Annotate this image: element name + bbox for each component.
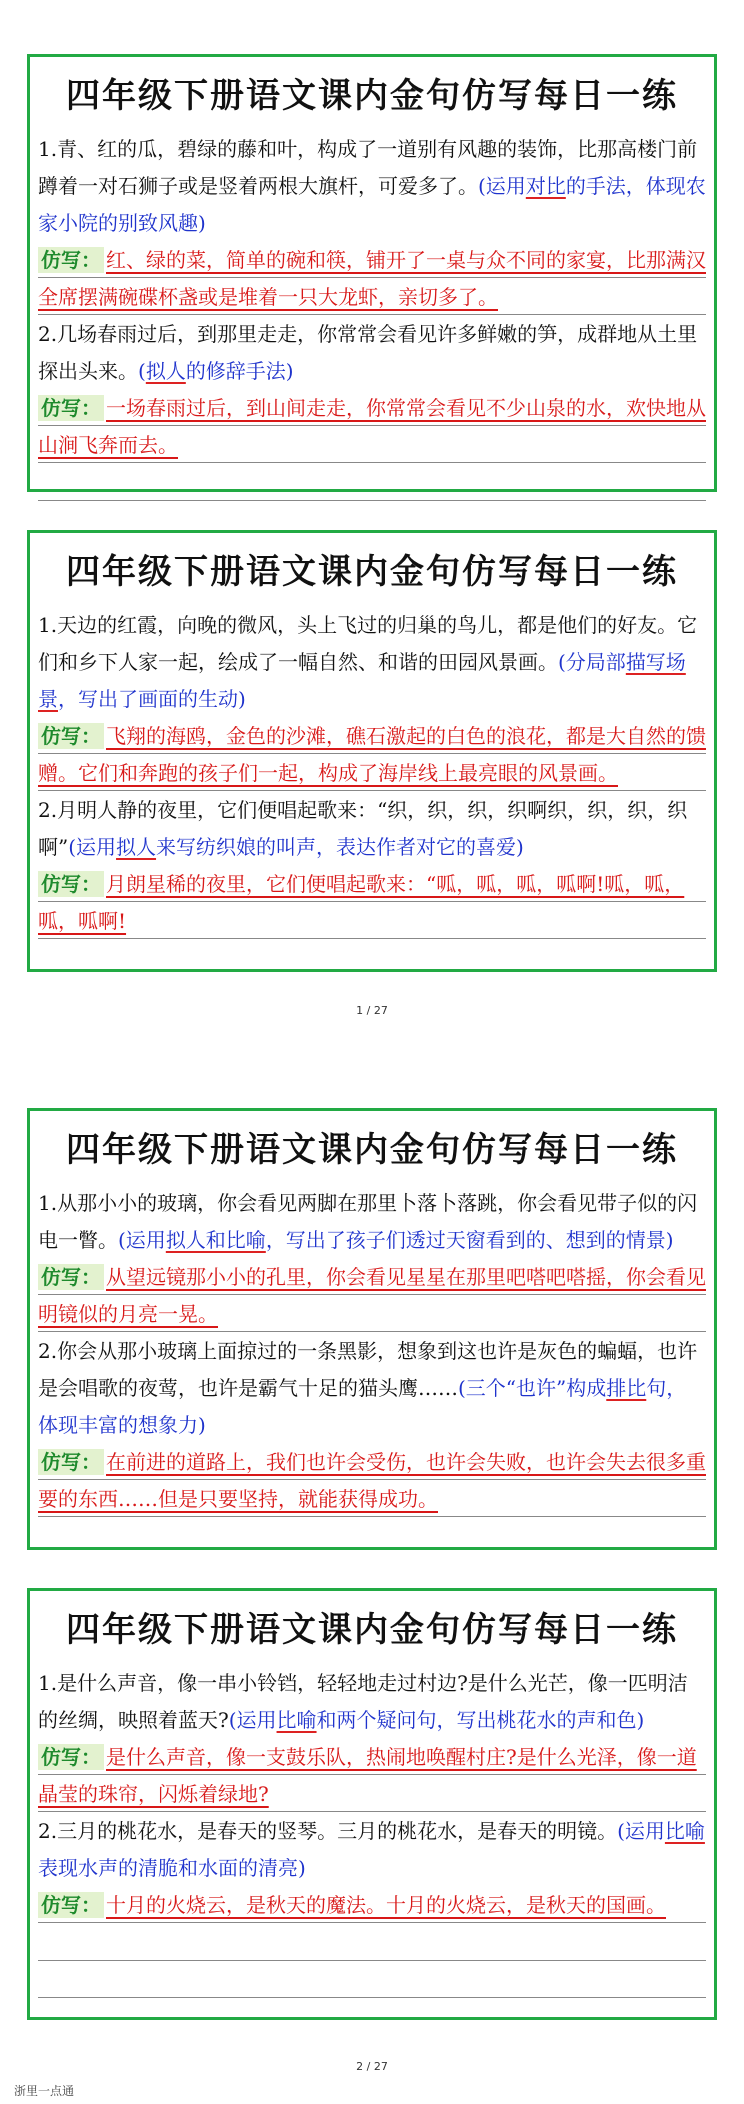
- imitation-label: 仿写：: [38, 1744, 104, 1770]
- page-number: 1 / 27: [356, 1004, 388, 1017]
- imitation-label: 仿写：: [38, 871, 104, 897]
- imitation-label: 仿写：: [38, 1892, 104, 1918]
- card-title: 四年级下册语文课内金句仿写每日一练: [66, 1610, 678, 1650]
- example-sentence: 1.从那小小的玻璃，你会看见两脚在那里卜落卜落跳，你会看见带子似的闪电一瞥。(运用拟人和比喻，写出了孩子们透过天窗看到的、想到的情景): [38, 1191, 698, 1252]
- blank-writing-line: [38, 1961, 706, 1998]
- imitation-sentence: 仿写： 飞翔的海鸥，金色的沙滩，礁石激起的白色的浪花，都是大自然的馈赠。它们和奔跑的孩子们一起，构成了海岸线上最亮眼的风景画。: [38, 718, 706, 792]
- card-title: 四年级下册语文课内金句仿写每日一练: [66, 552, 678, 592]
- example-sentence: 2.三月的桃花水，是春天的竖琴。三月的桃花水，是春天的明镜。(运用比喻表现水声的清脆和水面的清亮): [38, 1819, 705, 1880]
- imitation-label: 仿写：: [38, 1264, 104, 1290]
- imitation-sentence: 仿写： 从望远镜那小小的孔里，你会看见星星在那里吧嗒吧嗒摇，你会看见明镜似的月亮一晃。: [38, 1259, 706, 1333]
- card-title: 四年级下册语文课内金句仿写每日一练: [66, 76, 678, 116]
- imitation-label: 仿写：: [38, 247, 104, 273]
- example-sentence: 2.你会从那小玻璃上面掠过的一条黑影，想象到这也许是灰色的蝙蝠，也许是会唱歌的夜莺，也许是霸气十足的猫头鹰……(三个“也许”构成排比句，体现丰富的想象力): [38, 1339, 698, 1437]
- imitation-sentence: 仿写： 月朗星稀的夜里，它们便唱起歌来：“呱，呱，呱，呱啊!呱，呱，呱，呱啊!: [38, 866, 706, 940]
- imitation-sentence: 仿写： 在前进的道路上，我们也许会受伤，也许会失败，也许会失去很多重要的东西……但是只要坚持，就能获得成功。: [38, 1444, 706, 1518]
- imitation-label: 仿写：: [38, 723, 104, 749]
- imitation-sentence: 仿写： 是什么声音，像一支鼓乐队，热闹地唤醒村庄?是什么光泽，像一道晶莹的珠帘，闪烁着绿地?: [38, 1739, 706, 1813]
- example-sentence: 2.月明人静的夜里，它们便唱起歌来：“织，织，织，织啊织，织，织，织啊”(运用拟人来写纺织娘的叫声，表达作者对它的喜爱): [38, 798, 688, 859]
- imitation-label: 仿写：: [38, 1449, 104, 1475]
- imitation-sentence: 仿写： 十月的火烧云，是秋天的魔法。十月的火烧云，是秋天的国画。: [38, 1887, 706, 1924]
- footer-source: 浙里一点通: [14, 2084, 75, 2098]
- exercise-card-3: [27, 1108, 717, 1550]
- imitation-label: 仿写：: [38, 395, 104, 421]
- page-number: 2 / 27: [356, 2060, 388, 2073]
- example-sentence: 1.是什么声音，像一串小铃铛，轻轻地走过村边?是什么光芒，像一匹明洁的丝绸，映照着蓝天?(运用比喻和两个疑问句，写出桃花水的声和色): [38, 1671, 688, 1732]
- exercise-card-2: [27, 530, 717, 972]
- card-title: 四年级下册语文课内金句仿写每日一练: [66, 1130, 678, 1170]
- imitation-sentence: 仿写： 一场春雨过后，到山间走走，你常常会看见不少山泉的水，欢快地从山涧飞奔而去。: [38, 390, 706, 464]
- example-sentence: 2.几场春雨过后，到那里走走，你常常会看见许多鲜嫩的笋，成群地从土里探出头来。(拟人的修辞手法): [38, 322, 698, 383]
- example-sentence: 1.天边的红霞，向晚的微风，头上飞过的归巢的鸟儿，都是他们的好友。它们和乡下人家一起，绘成了一幅自然、和谐的田园风景画。(分局部描写场景，写出了画面的生动): [38, 613, 698, 711]
- imitation-sentence: 仿写： 红、绿的菜，简单的碗和筷，铺开了一桌与众不同的家宴，比那满汉全席摆满碗碟杯盏或是堆着一只大龙虾，亲切多了。: [38, 242, 706, 316]
- blank-writing-line: [38, 1924, 706, 1961]
- exercise-card-4: [27, 1588, 717, 2020]
- example-sentence: 1.青、红的瓜，碧绿的藤和叶，构成了一道别有风趣的装饰，比那高楼门前蹲着一对石狮子或是竖着两根大旗杆，可爱多了。(运用对比的手法，体现农家小院的别致风趣): [38, 137, 706, 235]
- exercise-card-1: [27, 54, 717, 492]
- blank-writing-line: [38, 464, 706, 501]
